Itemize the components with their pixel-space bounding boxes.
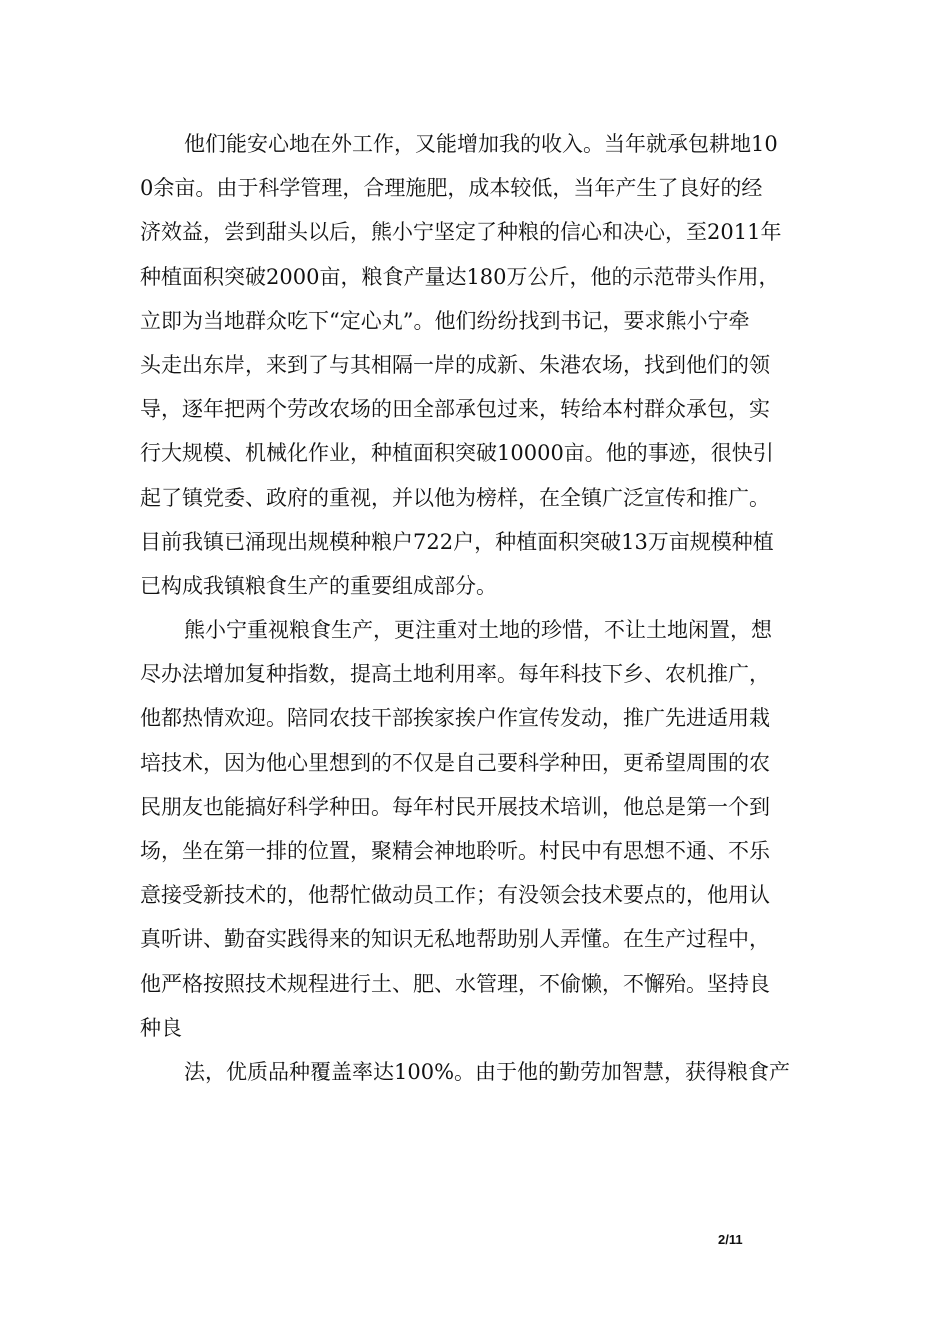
- text-line: 熊小宁重视粮食生产，更注重对土地的珍惜，不让土地闲置，想: [184, 618, 772, 643]
- text-line: 种植面积突破2000亩，粮食产量达180万公斤，他的示范带头作用，: [140, 264, 780, 289]
- text-line: 他严格按照技术规程进行土、肥、水管理，不偷懒，不懈殆。坚持良: [140, 971, 770, 996]
- text-line: 真听讲、勤奋实践得来的知识无私地帮助别人弄懂。在生产过程中，: [140, 927, 770, 952]
- text-line: 头走出东岸，来到了与其相隔一岸的成新、朱港农场，找到他们的领: [140, 352, 770, 377]
- text-line: 尽办法增加复种指数，提高土地利用率。每年科技下乡、农机推广，: [140, 662, 770, 687]
- text-line: 已构成我镇粮食生产的重要组成部分。: [140, 573, 497, 598]
- text-line: 种良: [140, 1015, 182, 1040]
- text-line: 行大规模、机械化作业，种植面积突破10000亩。他的事迹，很快引: [140, 441, 774, 466]
- text-line: 场，坐在第一排的位置，聚精会神地聆听。村民中有思想不通、不乐: [140, 839, 770, 863]
- text-line: 立即为当地群众吃下“定心丸”。他们纷纷找到书记，要求熊小宁牵: [140, 308, 750, 333]
- text-line: 济效益，尝到甜头以后，熊小宁坚定了种粮的信心和决心，至2011年: [140, 220, 782, 245]
- text-line: 他都热情欢迎。陪同农技干部挨家挨户作宣传发动，推广先进适用栽: [140, 706, 770, 731]
- text-line: 法，优质品种覆盖率达100%。由于他的勤劳加智慧，获得粮食产: [184, 1059, 791, 1084]
- body-text: [140, 122, 820, 1094]
- text-line: 起了镇党委、政府的重视，并以他为榜样，在全镇广泛宣传和推广。: [140, 485, 770, 510]
- text-line: 意接受新技术的，他帮忙做动员工作；有没领会技术要点的，他用认: [140, 883, 770, 908]
- text-line: 他们能安心地在外工作，又能增加我的收入。当年就承包耕地10: [184, 132, 778, 156]
- page-number: 2/11: [718, 1232, 743, 1247]
- text-line: 导，逐年把两个劳改农场的田全部承包过来，转给本村群众承包，实: [140, 397, 770, 422]
- text-line: 0余亩。由于科学管理，合理施肥，成本较低，当年产生了良好的经: [140, 176, 763, 201]
- text-line: 目前我镇已涌现出规模种粮户722户，种植面积突破13万亩规模种植: [140, 529, 774, 554]
- text-line: 民朋友也能搞好科学种田。每年村民开展技术培训，他总是第一个到: [140, 794, 770, 819]
- text-line: 培技术，因为他心里想到的不仅是自己要科学种田，更希望周围的农: [140, 750, 770, 775]
